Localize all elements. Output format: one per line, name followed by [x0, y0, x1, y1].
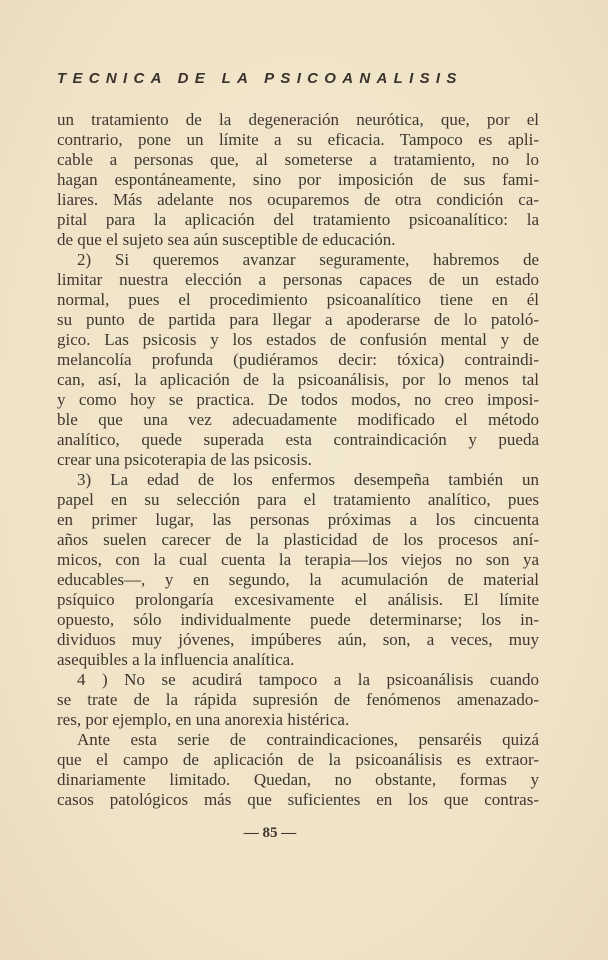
text-line: dinariamente limitado. Quedan, no obstante, formas y [57, 770, 539, 789]
text-line: psíquico prolongaría excesivamente el análisis. El límite [57, 590, 539, 609]
text-line: 2) Si queremos avanzar seguramente, habremos de [77, 250, 539, 269]
text-line: contrario, pone un límite a su eficacia. Tampoco es apli- [57, 130, 539, 149]
paragraph [57, 670, 539, 730]
text-line: gico. Las psicosis y los estados de confusión mental y de [57, 330, 539, 349]
text-line: hagan espontáneamente, sino por imposición de sus fami- [57, 170, 539, 189]
text-line: crear una psicoterapia de las psicosis. [57, 450, 312, 469]
text-line: normal, pues el procedimiento psicoanalítico tiene en él [57, 290, 539, 309]
text-line: en primer lugar, las personas próximas a los cincuenta [57, 510, 539, 529]
paragraph [57, 470, 539, 670]
text-line: casos patológicos más que suficientes en los que contras- [57, 790, 539, 809]
text-line: ble que una vez adecuadamente modificado el método [57, 410, 539, 429]
paragraph [57, 250, 539, 470]
page-number: — 85 — [243, 825, 297, 841]
text-line: papel en su selección para el tratamiento analítico, pues [57, 490, 539, 509]
text-line: res, por ejemplo, en una anorexia histérica. [57, 710, 350, 729]
text-line: y como hoy se practica. De todos modos, no creo imposi- [57, 390, 539, 409]
text-line: can, así, la aplicación de la psicoanálisis, por lo menos tal [57, 370, 539, 389]
text-line: educables—, y en segundo, la acumulación de material [57, 570, 539, 589]
text-line: su punto de partida para llegar a apoderarse de lo patoló- [57, 310, 539, 329]
text-line: años suelen carecer de la plasticidad de los procesos aní- [57, 530, 539, 549]
text-line: que el campo de aplicación de la psicoanálisis es extraor- [57, 750, 539, 769]
text-line: opuesto, sólo individualmente puede determinarse; los in- [57, 610, 539, 629]
text-line: cable a personas que, al someterse a tratamiento, no lo [57, 150, 539, 169]
text-line: analítico, quede superada esta contraindicación y pueda [57, 430, 539, 449]
text-line: se trate de la rápida supresión de fenómenos amenazado- [57, 690, 539, 709]
text-line: melancolía profunda (pudiéramos decir: tóxica) contraindi- [57, 350, 539, 369]
text-line: pital para la aplicación del tratamiento psicoanalítico: la [57, 210, 539, 229]
text-line: limitar nuestra elección a personas capaces de un estado [57, 270, 539, 289]
text-line: un tratamiento de la degeneración neurótica, que, por el [57, 110, 539, 129]
paragraph [57, 730, 539, 810]
text-line: 3) La edad de los enfermos desempeña también un [77, 470, 539, 489]
text-line: dividuos muy jóvenes, impúberes aún, son, a veces, muy [57, 630, 539, 649]
body-text [57, 110, 539, 810]
text-line: liares. Más adelante nos ocuparemos de otra condición ca- [57, 190, 539, 209]
text-line: asequibles a la influencia analítica. [57, 650, 295, 669]
text-line: de que el sujeto sea aún susceptible de educación. [57, 230, 396, 249]
running-head: TECNICA DE LA PSICOANALISIS [57, 70, 463, 87]
text-line: micos, con la cual cuenta la terapia—los viejos no son ya [57, 550, 539, 569]
text-line: 4 ) No se acudirá tampoco a la psicoanálisis cuando [77, 670, 539, 689]
text-line: Ante esta serie de contraindicaciones, pensaréis quizá [77, 730, 539, 749]
paragraph [57, 110, 539, 250]
